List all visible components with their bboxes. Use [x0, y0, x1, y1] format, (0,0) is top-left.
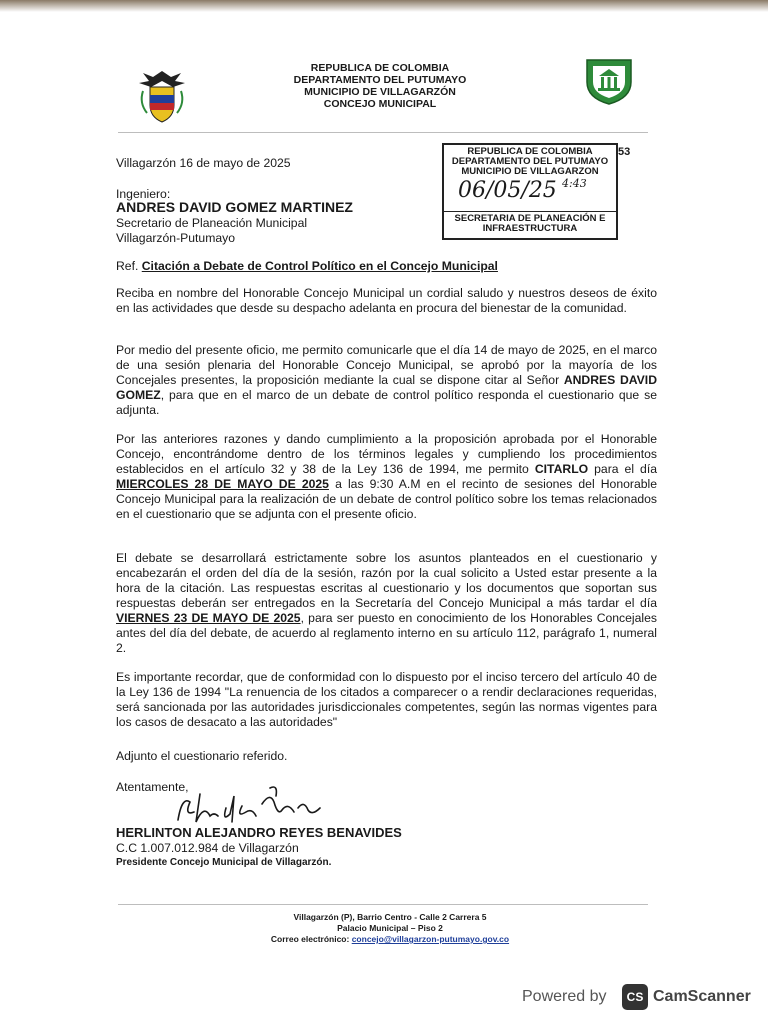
- stamp-line-1: REPUBLICA DE COLOMBIA: [467, 146, 593, 157]
- camscanner-brand: CamScanner: [653, 988, 751, 1005]
- footer: [200, 912, 580, 945]
- header-divider: [118, 132, 648, 133]
- reference-line: [116, 259, 498, 273]
- citation-keyword: CITARLO: [534, 462, 589, 476]
- handwritten-signature: [170, 782, 340, 830]
- letterhead-line-1: REPUBLICA DE COLOMBIA: [310, 62, 450, 74]
- attachment-note: Adjunto el cuestionario referido.: [116, 749, 288, 763]
- letter-date: Villagarzón 16 de mayo de 2025: [116, 156, 291, 170]
- received-stamp: [442, 143, 618, 240]
- stamp-line-3: MUNICIPIO DE VILLAGARZON: [461, 166, 599, 177]
- reference-subject: Citación a Debate de Control Político en el Concejo Municipal: [141, 259, 498, 273]
- paragraph-approval-text-2: , para que en el marco de un debate de control político responda el cuestionario que se adjunta.: [116, 388, 657, 417]
- stamp-number: 53: [618, 146, 631, 158]
- letterhead-line-2: DEPARTAMENTO DEL PUTUMAYO: [293, 74, 467, 86]
- colombia-coat-of-arms-icon: [135, 67, 189, 125]
- paragraph-greeting: Reciba en nombre del Honorable Concejo Municipal un cordial saludo y nuestros deseos de éxito en las actividades que desde su despacho adelanta en procura del bienestar de la comunidad.: [116, 286, 657, 315]
- camscanner-logo-icon: CS: [622, 984, 648, 1010]
- concejo-municipal-shield-icon: [583, 56, 635, 106]
- footer-email-link[interactable]: concejo@villagarzon-putumayo.gov.co: [351, 934, 510, 944]
- footer-email-line: [200, 934, 580, 945]
- paragraph-citation-text-3: a las 9:30 A.M en el recinto de sesiones del Honorable Concejo Municipal para la realización de un debate de control político sobre los temas relacionados en el cuestionario que se adjunta con el presente oficio.: [116, 477, 657, 521]
- recipient-name: ANDRES DAVID GOMEZ MARTINEZ: [116, 199, 353, 215]
- stamp-office-2: INFRAESTRUCTURA: [482, 223, 578, 234]
- paragraph-citation-text-1: Por las anteriores razones y dando cumplimiento a la proposición aprobada por el Honorable Concejo, encontrándome dentro de los términos legales y cumpliendo los procedimientos establecidos en el artículo 32 y 38 de la Ley 136 de 1994, me permito: [116, 432, 657, 476]
- paragraph-instructions: [116, 551, 657, 656]
- stamp-handwritten-date: 06/05/25: [458, 178, 557, 203]
- letterhead: [230, 62, 530, 110]
- paragraph-citation: [116, 432, 657, 522]
- closing-farewell: Atentamente,: [116, 780, 189, 794]
- letterhead-line-3: MUNICIPIO DE VILLAGARZÓN: [304, 86, 456, 98]
- footer-building: Palacio Municipal – Piso 2: [337, 923, 443, 933]
- recipient-title: Secretario de Planeación Municipal: [116, 216, 308, 230]
- scan-edge-shadow: [0, 0, 768, 12]
- signer-role: Presidente Concejo Municipal de Villagarzón.: [116, 857, 332, 868]
- powered-by-text: Powered by: [522, 988, 607, 1005]
- paragraph-approval-text-1: Por medio del presente oficio, me permito comunicarle que el día 14 de mayo de 2025, en el marco de una sesión plenaria del Honorable Concejo Municipal, se aprobó por la mayoría de los Concejales presentes, la proposición mediante la cual se dispone citar al Señor: [116, 343, 657, 387]
- stamp-office-1: SECRETARIA DE PLANEACIÓN E: [444, 211, 616, 224]
- recipient-place: Villagarzón-Putumayo: [116, 231, 236, 245]
- footer-divider: [118, 904, 648, 905]
- paragraph-instructions-text-2: , para ser puesto en conocimiento de los Honorables Concejales antes del día del debate, de acuerdo al reglamento interno en su artículo 112, parágrafo 1, numeral 2.: [116, 611, 657, 655]
- signer-id: C.C 1.007.012.984 de Villagarzón: [116, 841, 299, 855]
- footer-address: Villagarzón (P), Barrio Centro - Calle 2 Carrera 5: [293, 912, 487, 922]
- letterhead-line-4: CONCEJO MUNICIPAL: [323, 98, 437, 110]
- deadline-date: VIERNES 23 DE MAYO DE 2025: [116, 611, 301, 625]
- reference-label: Ref.: [116, 259, 139, 273]
- debate-date: MIERCOLES 28 DE MAYO DE 2025: [116, 477, 329, 491]
- recipient-salutation: Ingeniero:: [116, 187, 171, 201]
- footer-email-label: Correo electrónico:: [270, 934, 350, 944]
- stamp-handwritten-time: 4:43: [562, 177, 587, 190]
- signer-name: HERLINTON ALEJANDRO REYES BENAVIDES: [116, 825, 402, 840]
- paragraph-instructions-text-1: El debate se desarrollará estrictamente sobre los asuntos planteados en el cuestionario y encabezarán el orden del día de la sesión, razón por la cual solicito a Usted estar presente a la hora de la citación. Las respuestas escritas al cuestionario y los documentos que soportan sus respuestas deberán ser entregados en la Secretaría del Concejo Municipal a más tardar el día: [116, 551, 657, 610]
- paragraph-citation-text-2: para el día: [588, 462, 657, 476]
- camscanner-watermark: [522, 982, 758, 1014]
- paragraph-legal-reminder: Es importante recordar, que de conformidad con lo dispuesto por el inciso tercero del artículo 40 de la Ley 136 de 1994 "La renuencia de los citados a comparecer o a rendir declaraciones requeridas, será sancionada por las autoridades jurisdiccionales competentes, según las normas vigentes para los casos de desacato a las autoridades": [116, 670, 657, 729]
- paragraph-approval: [116, 343, 657, 418]
- stamp-line-2: DEPARTAMENTO DEL PUTUMAYO: [451, 156, 609, 167]
- cited-person-name: ANDRES DAVID GOMEZ: [116, 373, 657, 402]
